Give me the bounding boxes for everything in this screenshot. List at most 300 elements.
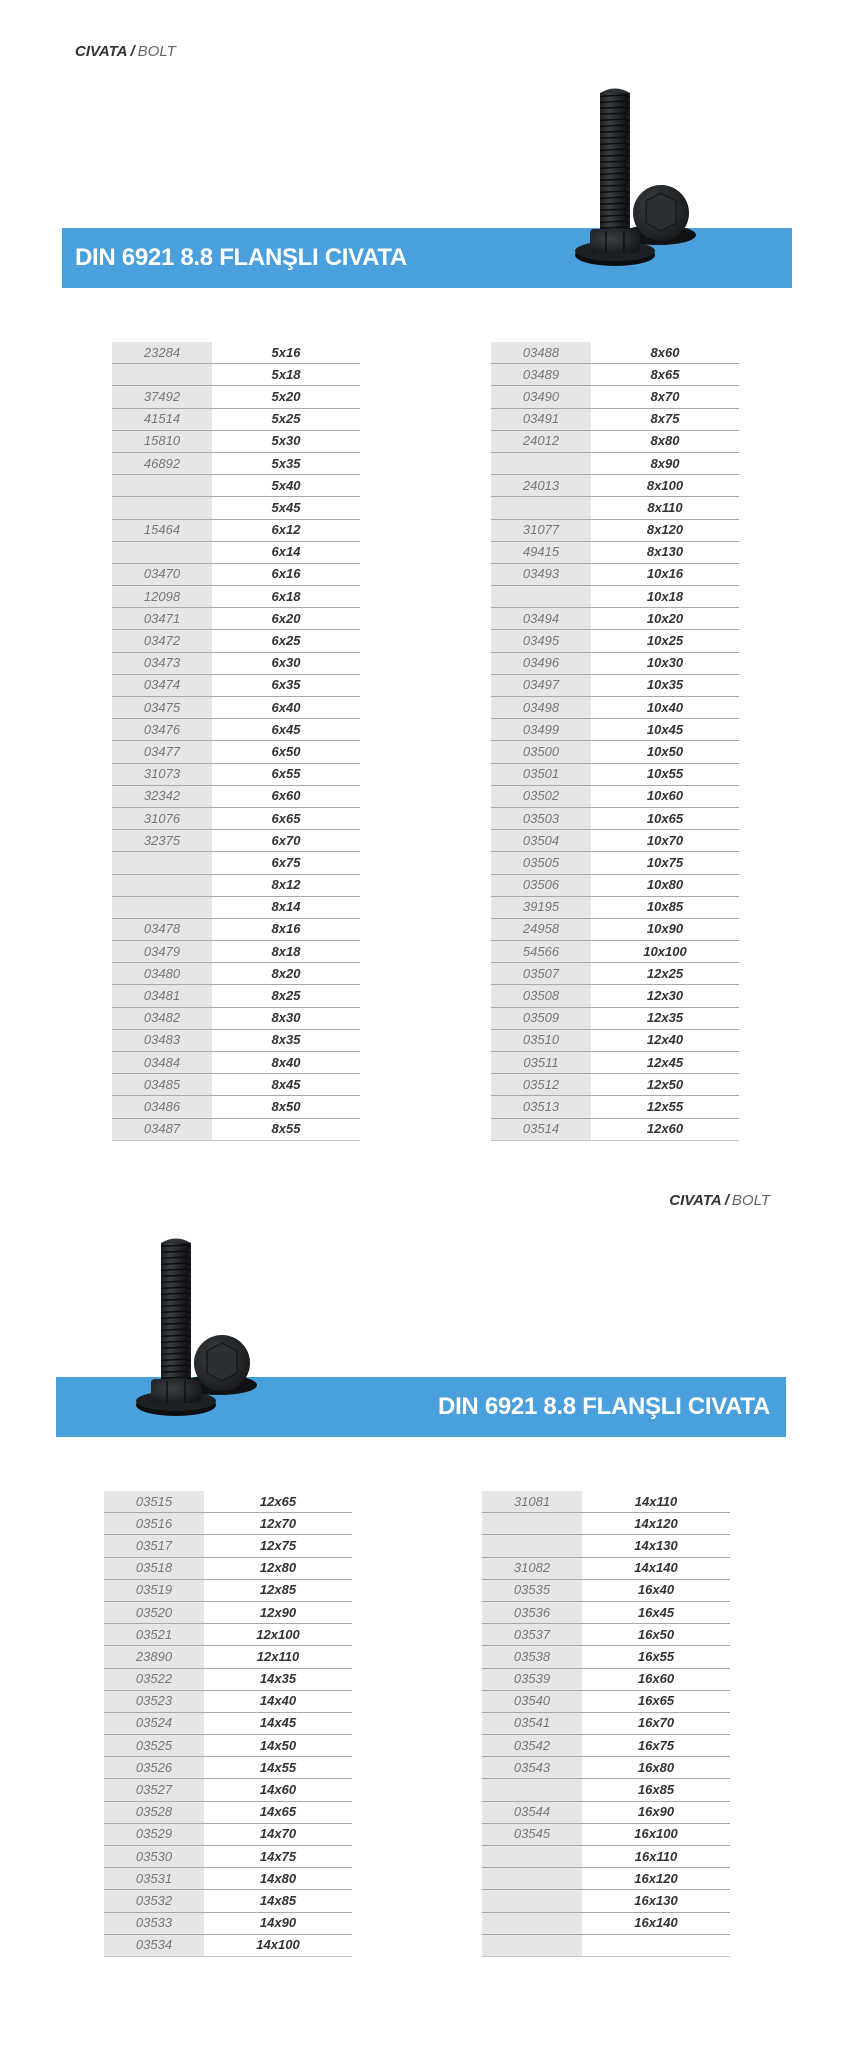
bolt-size: 14x40 xyxy=(204,1690,352,1712)
product-code: 46892 xyxy=(112,452,212,474)
bolt-size: 8x80 xyxy=(591,430,739,452)
bolt-size: 12x55 xyxy=(591,1096,739,1118)
bolt-size: 12x80 xyxy=(204,1557,352,1579)
bolt-size: 14x45 xyxy=(204,1712,352,1734)
product-code: 03515 xyxy=(104,1491,204,1513)
table-row xyxy=(112,1118,360,1140)
bolt-size: 14x80 xyxy=(204,1868,352,1890)
bolt-size: 8x25 xyxy=(212,985,360,1007)
table-row xyxy=(491,1096,739,1118)
product-code: 03523 xyxy=(104,1690,204,1712)
bolt-size: 16x50 xyxy=(582,1624,730,1646)
product-code: 24013 xyxy=(491,475,591,497)
product-code: 37492 xyxy=(112,386,212,408)
table-row xyxy=(482,1513,730,1535)
product-code: 03543 xyxy=(482,1757,582,1779)
table-row xyxy=(112,497,360,519)
bolt-size: 16x130 xyxy=(582,1890,730,1912)
table-row xyxy=(482,1712,730,1734)
product-code: 03475 xyxy=(112,697,212,719)
table-row xyxy=(104,1846,352,1868)
product-code: 03520 xyxy=(104,1601,204,1623)
bolt-size: 8x55 xyxy=(212,1118,360,1140)
product-code xyxy=(482,1868,582,1890)
table-row xyxy=(491,830,739,852)
bolt-size: 10x18 xyxy=(591,586,739,608)
product-code: 03545 xyxy=(482,1823,582,1845)
product-code: 03476 xyxy=(112,719,212,741)
product-code: 03518 xyxy=(104,1557,204,1579)
table-row xyxy=(491,1118,739,1140)
bolt-size: 12x45 xyxy=(591,1052,739,1074)
table-row xyxy=(104,1868,352,1890)
breadcrumb xyxy=(669,1192,770,1209)
product-code: 39195 xyxy=(491,896,591,918)
product-code: 03483 xyxy=(112,1029,212,1051)
product-code: 24958 xyxy=(491,918,591,940)
table-row xyxy=(112,674,360,696)
table-row xyxy=(104,1491,352,1513)
product-code: 03527 xyxy=(104,1779,204,1801)
bolt-size: 6x16 xyxy=(212,563,360,585)
table-row xyxy=(482,1668,730,1690)
bolt-size: 16x75 xyxy=(582,1735,730,1757)
table-row xyxy=(491,386,739,408)
product-code: 41514 xyxy=(112,408,212,430)
table-row xyxy=(491,852,739,874)
bolt-size: 14x110 xyxy=(582,1491,730,1513)
product-code: 03542 xyxy=(482,1735,582,1757)
bolt-size: 10x100 xyxy=(591,941,739,963)
bolt-size: 10x70 xyxy=(591,830,739,852)
bolt-size: 16x80 xyxy=(582,1757,730,1779)
product-code: 03490 xyxy=(491,386,591,408)
table-row xyxy=(482,1491,730,1513)
table-row xyxy=(112,918,360,940)
product-code: 03534 xyxy=(104,1934,204,1956)
table-row xyxy=(112,1052,360,1074)
bolt-size: 5x16 xyxy=(212,342,360,364)
table-row xyxy=(482,1912,730,1934)
bolt-size: 10x55 xyxy=(591,763,739,785)
product-code: 03484 xyxy=(112,1052,212,1074)
bolt-size: 12x50 xyxy=(591,1074,739,1096)
table-row xyxy=(104,1579,352,1601)
table-row xyxy=(112,519,360,541)
bolt-size: 16x90 xyxy=(582,1801,730,1823)
bolt-size: 8x100 xyxy=(591,475,739,497)
bolt-size: 14x35 xyxy=(204,1668,352,1690)
product-code xyxy=(491,452,591,474)
product-code: 03500 xyxy=(491,741,591,763)
product-code xyxy=(112,497,212,519)
product-code: 03506 xyxy=(491,874,591,896)
table-row xyxy=(491,563,739,585)
bolt-size: 10x40 xyxy=(591,697,739,719)
product-code: 03516 xyxy=(104,1513,204,1535)
product-code: 03511 xyxy=(491,1052,591,1074)
breadcrumb-category: CIVATA xyxy=(669,1192,722,1209)
table-row xyxy=(104,1823,352,1845)
bolt-size: 10x50 xyxy=(591,741,739,763)
table-row xyxy=(112,386,360,408)
table-row xyxy=(112,1029,360,1051)
product-code: 31077 xyxy=(491,519,591,541)
bolt-size: 8x65 xyxy=(591,364,739,386)
table-row xyxy=(491,941,739,963)
table-row xyxy=(104,1646,352,1668)
product-code: 03495 xyxy=(491,630,591,652)
table-row xyxy=(482,1868,730,1890)
product-code: 03537 xyxy=(482,1624,582,1646)
product-code: 12098 xyxy=(112,586,212,608)
product-code: 03535 xyxy=(482,1579,582,1601)
bolt-size: 8x35 xyxy=(212,1029,360,1051)
bolt-size: 6x45 xyxy=(212,719,360,741)
table-row xyxy=(112,941,360,963)
product-code: 03510 xyxy=(491,1029,591,1051)
product-code: 03474 xyxy=(112,674,212,696)
product-code: 03528 xyxy=(104,1801,204,1823)
product-code xyxy=(112,541,212,563)
table-row xyxy=(482,1801,730,1823)
table-row xyxy=(491,541,739,563)
table-row xyxy=(112,697,360,719)
table-row xyxy=(491,430,739,452)
table-row xyxy=(112,652,360,674)
bolt-size: 8x120 xyxy=(591,519,739,541)
table-row xyxy=(104,1513,352,1535)
product-code: 03539 xyxy=(482,1668,582,1690)
bolt-size: 16x45 xyxy=(582,1601,730,1623)
product-code xyxy=(112,852,212,874)
bolt-size: 8x16 xyxy=(212,918,360,940)
bolt-size: 8x130 xyxy=(591,541,739,563)
table-row xyxy=(491,896,739,918)
table-row xyxy=(112,563,360,585)
product-code: 03514 xyxy=(491,1118,591,1140)
product-code xyxy=(112,475,212,497)
table-row xyxy=(112,1007,360,1029)
breadcrumb xyxy=(75,43,176,60)
table-row xyxy=(112,807,360,829)
table-row xyxy=(112,1096,360,1118)
bolt-size: 10x80 xyxy=(591,874,739,896)
bolt-size: 8x60 xyxy=(591,342,739,364)
bolt-size: 6x60 xyxy=(212,785,360,807)
product-code: 03529 xyxy=(104,1823,204,1845)
table-row xyxy=(491,1074,739,1096)
table-row xyxy=(112,963,360,985)
bolt-size: 8x75 xyxy=(591,408,739,430)
product-code: 32342 xyxy=(112,785,212,807)
bolt-size: 16x100 xyxy=(582,1823,730,1845)
product-code: 31082 xyxy=(482,1557,582,1579)
product-code: 03504 xyxy=(491,830,591,852)
product-code: 03472 xyxy=(112,630,212,652)
table-row xyxy=(112,541,360,563)
product-code: 03508 xyxy=(491,985,591,1007)
bolt-size: 14x75 xyxy=(204,1846,352,1868)
bolt-size: 14x130 xyxy=(582,1535,730,1557)
breadcrumb-sub: BOLT xyxy=(731,1192,770,1209)
table-row xyxy=(104,1712,352,1734)
table-row xyxy=(482,1779,730,1801)
product-code: 15810 xyxy=(112,430,212,452)
table-row xyxy=(491,963,739,985)
table-row xyxy=(491,497,739,519)
product-code: 32375 xyxy=(112,830,212,852)
table-row xyxy=(482,1735,730,1757)
table-row xyxy=(104,1890,352,1912)
product-code: 03487 xyxy=(112,1118,212,1140)
bolt-size: 6x30 xyxy=(212,652,360,674)
product-code: 03488 xyxy=(491,342,591,364)
bolt-size: 8x70 xyxy=(591,386,739,408)
table-row xyxy=(491,918,739,940)
bolt-size: 5x35 xyxy=(212,452,360,474)
product-code: 03473 xyxy=(112,652,212,674)
bolt-size: 5x25 xyxy=(212,408,360,430)
bolt-size: 16x110 xyxy=(582,1846,730,1868)
bolt-size: 12x65 xyxy=(204,1491,352,1513)
bolt-size: 16x85 xyxy=(582,1779,730,1801)
bolt-size: 16x55 xyxy=(582,1646,730,1668)
bolt-size: 12x40 xyxy=(591,1029,739,1051)
bolt-size: 14x50 xyxy=(204,1735,352,1757)
table-row xyxy=(104,1912,352,1934)
product-code: 03494 xyxy=(491,608,591,630)
product-code: 03536 xyxy=(482,1601,582,1623)
bolt-size: 14x120 xyxy=(582,1513,730,1535)
bolt-size: 8x50 xyxy=(212,1096,360,1118)
table-row xyxy=(491,1007,739,1029)
product-code xyxy=(112,364,212,386)
bolt-size: 5x45 xyxy=(212,497,360,519)
table-row xyxy=(112,586,360,608)
table-row xyxy=(104,1690,352,1712)
table-row xyxy=(482,1579,730,1601)
table-row xyxy=(491,719,739,741)
bolt-size: 14x55 xyxy=(204,1757,352,1779)
product-code xyxy=(112,896,212,918)
table-row xyxy=(482,1690,730,1712)
banner-title: DIN 6921 8.8 FLANŞLI CIVATA xyxy=(75,244,407,271)
table-row xyxy=(104,1557,352,1579)
product-code: 03498 xyxy=(491,697,591,719)
product-code xyxy=(482,1912,582,1934)
product-code: 03485 xyxy=(112,1074,212,1096)
bolt-size: 12x75 xyxy=(204,1535,352,1557)
table-row xyxy=(482,1601,730,1623)
bolt-size: 14x90 xyxy=(204,1912,352,1934)
table-row xyxy=(491,630,739,652)
product-code: 03496 xyxy=(491,652,591,674)
product-code xyxy=(112,874,212,896)
table-row xyxy=(482,1535,730,1557)
bolt-size: 14x70 xyxy=(204,1823,352,1845)
product-code: 03509 xyxy=(491,1007,591,1029)
product-code xyxy=(482,1779,582,1801)
size-table-right xyxy=(491,342,739,1141)
bolt-size xyxy=(582,1934,730,1956)
bolt-size: 8x20 xyxy=(212,963,360,985)
catalog-page-2 xyxy=(0,1180,847,2048)
table-row xyxy=(491,985,739,1007)
breadcrumb-sub: BOLT xyxy=(137,43,176,60)
table-row xyxy=(491,364,739,386)
table-row xyxy=(491,697,739,719)
bolt-size: 8x14 xyxy=(212,896,360,918)
bolt-size: 10x45 xyxy=(591,719,739,741)
product-code: 03497 xyxy=(491,674,591,696)
table-row xyxy=(112,452,360,474)
product-code xyxy=(482,1934,582,1956)
size-table-left xyxy=(104,1491,352,1957)
product-code: 03505 xyxy=(491,852,591,874)
bolt-size: 5x18 xyxy=(212,364,360,386)
product-code: 03538 xyxy=(482,1646,582,1668)
table-row xyxy=(491,807,739,829)
bolt-size: 10x30 xyxy=(591,652,739,674)
bolt-size: 8x18 xyxy=(212,941,360,963)
bolt-size: 6x40 xyxy=(212,697,360,719)
bolt-size: 16x65 xyxy=(582,1690,730,1712)
table-row xyxy=(491,608,739,630)
product-code: 03478 xyxy=(112,918,212,940)
bolt-size: 8x30 xyxy=(212,1007,360,1029)
product-code: 03482 xyxy=(112,1007,212,1029)
table-row xyxy=(491,652,739,674)
bolt-size: 5x30 xyxy=(212,430,360,452)
table-row xyxy=(491,519,739,541)
bolt-size: 10x75 xyxy=(591,852,739,874)
bolt-size: 12x25 xyxy=(591,963,739,985)
product-code: 03531 xyxy=(104,1868,204,1890)
product-code: 15464 xyxy=(112,519,212,541)
table-row xyxy=(112,763,360,785)
product-code xyxy=(482,1890,582,1912)
product-code: 03524 xyxy=(104,1712,204,1734)
table-row xyxy=(104,1779,352,1801)
product-code xyxy=(491,586,591,608)
table-row xyxy=(491,452,739,474)
table-row xyxy=(104,1735,352,1757)
product-code: 31081 xyxy=(482,1491,582,1513)
bolt-size: 10x90 xyxy=(591,918,739,940)
bolt-size: 8x45 xyxy=(212,1074,360,1096)
table-row xyxy=(112,408,360,430)
product-code: 03533 xyxy=(104,1912,204,1934)
bolt-size: 6x25 xyxy=(212,630,360,652)
bolt-size: 10x60 xyxy=(591,785,739,807)
bolt-size: 16x60 xyxy=(582,1668,730,1690)
bolt-size: 6x14 xyxy=(212,541,360,563)
table-row xyxy=(491,785,739,807)
product-code: 03493 xyxy=(491,563,591,585)
bolt-size: 12x30 xyxy=(591,985,739,1007)
product-code: 03544 xyxy=(482,1801,582,1823)
table-row xyxy=(112,985,360,1007)
table-row xyxy=(482,1890,730,1912)
product-code: 03479 xyxy=(112,941,212,963)
table-row xyxy=(112,342,360,364)
bolt-size: 6x20 xyxy=(212,608,360,630)
table-row xyxy=(112,630,360,652)
bolt-size: 16x140 xyxy=(582,1912,730,1934)
table-row xyxy=(104,1934,352,1956)
product-code: 03530 xyxy=(104,1846,204,1868)
table-row xyxy=(112,475,360,497)
table-row xyxy=(112,364,360,386)
table-row xyxy=(482,1557,730,1579)
table-row xyxy=(104,1757,352,1779)
table-row xyxy=(491,874,739,896)
table-row xyxy=(104,1624,352,1646)
table-row xyxy=(104,1535,352,1557)
flange-bolt-icon xyxy=(566,85,706,275)
table-row xyxy=(491,586,739,608)
table-row xyxy=(482,1934,730,1956)
bolt-size: 6x75 xyxy=(212,852,360,874)
table-row xyxy=(112,430,360,452)
product-code: 03519 xyxy=(104,1579,204,1601)
bolt-size: 6x18 xyxy=(212,586,360,608)
bolt-size: 14x85 xyxy=(204,1890,352,1912)
product-code: 03540 xyxy=(482,1690,582,1712)
product-code: 03526 xyxy=(104,1757,204,1779)
bolt-size: 12x60 xyxy=(591,1118,739,1140)
product-code: 03480 xyxy=(112,963,212,985)
product-code: 31073 xyxy=(112,763,212,785)
product-code: 03491 xyxy=(491,408,591,430)
product-code xyxy=(482,1846,582,1868)
bolt-size: 16x70 xyxy=(582,1712,730,1734)
product-code: 03525 xyxy=(104,1735,204,1757)
product-code: 03532 xyxy=(104,1890,204,1912)
product-code: 03522 xyxy=(104,1668,204,1690)
banner-title: DIN 6921 8.8 FLANŞLI CIVATA xyxy=(438,1393,770,1420)
bolt-size: 8x90 xyxy=(591,452,739,474)
bolt-size: 12x70 xyxy=(204,1513,352,1535)
product-code: 03513 xyxy=(491,1096,591,1118)
product-code: 03477 xyxy=(112,741,212,763)
table-row xyxy=(112,1074,360,1096)
size-table-left xyxy=(112,342,360,1141)
product-code: 03499 xyxy=(491,719,591,741)
table-row xyxy=(491,763,739,785)
table-row xyxy=(482,1823,730,1845)
bolt-size: 14x65 xyxy=(204,1801,352,1823)
table-row xyxy=(112,741,360,763)
product-code: 24012 xyxy=(491,430,591,452)
bolt-size: 6x65 xyxy=(212,807,360,829)
bolt-size: 5x40 xyxy=(212,475,360,497)
bolt-size: 5x20 xyxy=(212,386,360,408)
product-code: 03541 xyxy=(482,1712,582,1734)
bolt-size: 10x16 xyxy=(591,563,739,585)
bolt-size: 12x35 xyxy=(591,1007,739,1029)
table-row xyxy=(482,1646,730,1668)
breadcrumb-category: CIVATA xyxy=(75,43,128,60)
table-row xyxy=(112,785,360,807)
bolt-size: 12x90 xyxy=(204,1601,352,1623)
table-row xyxy=(104,1668,352,1690)
bolt-size: 8x40 xyxy=(212,1052,360,1074)
bolt-size: 16x120 xyxy=(582,1868,730,1890)
product-code xyxy=(482,1513,582,1535)
bolt-size: 12x110 xyxy=(204,1646,352,1668)
